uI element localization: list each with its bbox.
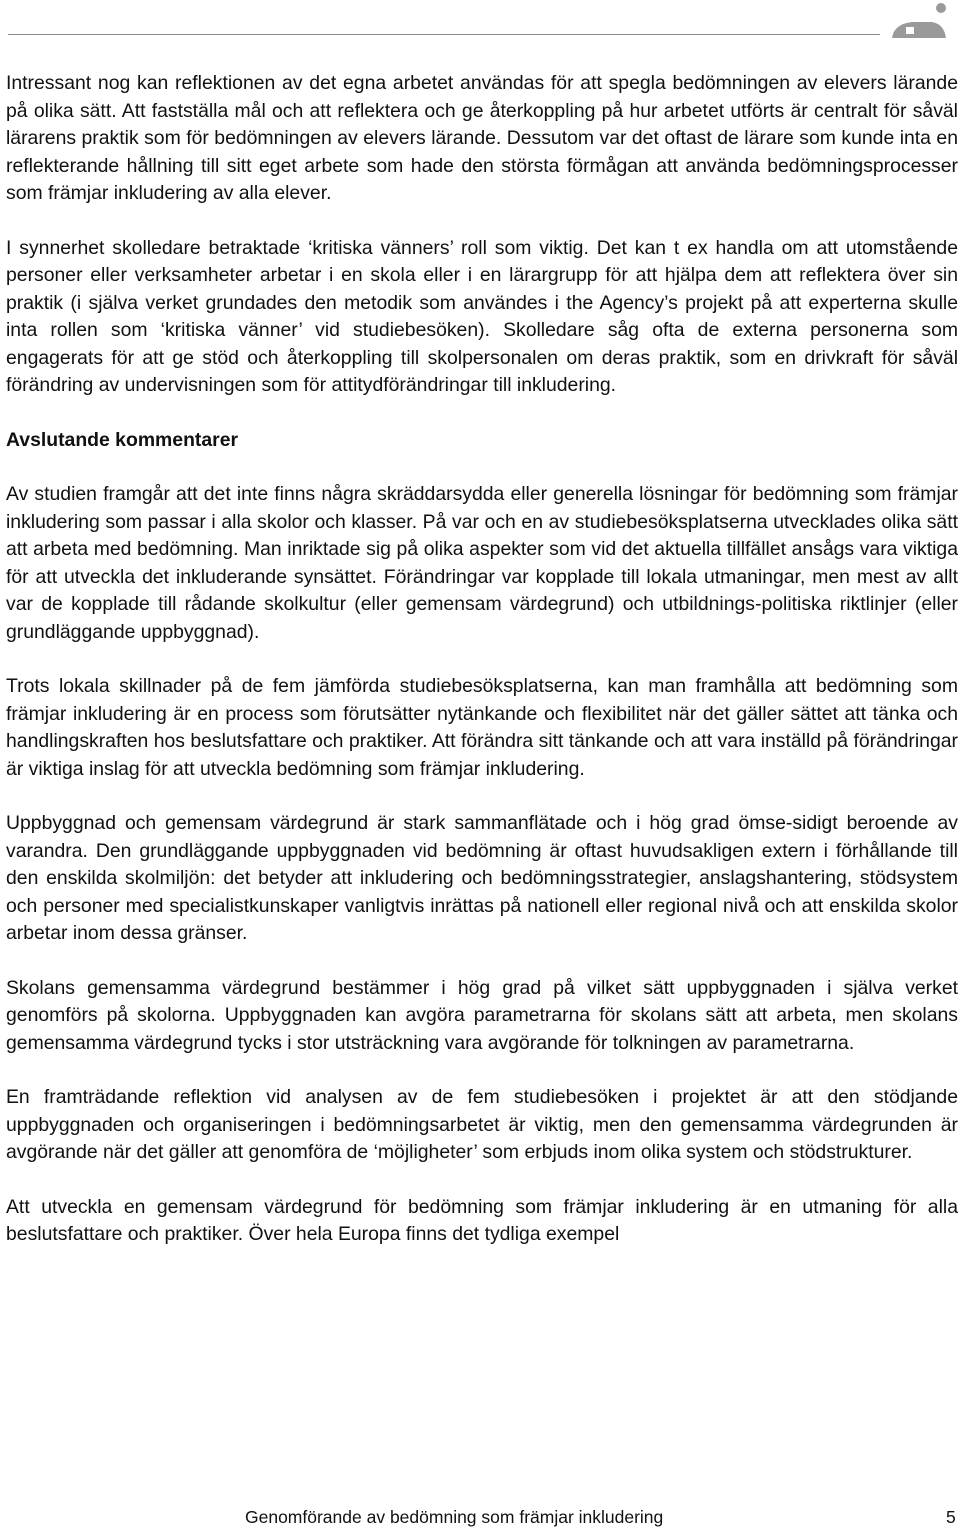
- agency-logo-icon: [886, 2, 952, 38]
- section-paragraph-1: Av studien framgår att det inte finns några skräddarsydda eller generella lösningar för bedömning som främjar inkludering som passar i alla skolor och klasser. På var och en av studiebesöksplatserna utvecklades olika sätt att arbeta med bedömning. Man inriktade sig på olika aspekter som vid det aktuella tillfället ansågs vara viktiga för att utveckla det inkluderande synsättet. Förändringar var kopplade till lokala utmaningar, men mest av allt var de kopplade till rådande skolkultur (eller gemensam värdegrund) och utbildnings-politiska riktlinjer (eller grundläggande uppbyggnad).: [6, 483, 958, 643]
- footer-title: Genomförande av bedömning som främjar inkludering: [245, 1507, 664, 1527]
- section-paragraph-2: Trots lokala skillnader på de fem jämförda studiebesöksplatserna, kan man framhålla att bedömning som främjar inkludering är en process som förutsätter nytänkande och flexibilitet när det gäller sättet att tänka och handlingskraften hos beslutsfattare och praktiker. Att förändra sitt tänkande och att vara inställd på förändringar är viktiga inslag för att utveckla bedömning som främjar inkludering.: [6, 675, 958, 780]
- section-paragraph-3: Uppbyggnad och gemensam värdegrund är stark sammanflätade och i hög grad ömse-sidigt beroende av varandra. Den grundläggande uppbyggnaden vid bedömning är oftast huvudsakligen extern i förhållande till den enskilda skolmiljön: det betyder att inkludering och bedömningsstrategier, anslagshantering, stödsystem och personer med specialistkunskaper vanligtvis inrättas på nationell eller regional nivå och att enskilda skolor arbetar inom dessa gränser.: [6, 812, 958, 944]
- page-number: 5: [946, 1507, 956, 1527]
- section-paragraph-5: En framträdande reflektion vid analysen av de fem studiebesöken i projektet är att den stödjande uppbyggnaden och organiseringen i bedömningsarbetet är viktig, men den gemensamma värdegrunden är avgörande när det gäller att genomföra de ‘möjligheter’ som erbjuds inom olika system och stödstrukturer.: [6, 1086, 958, 1163]
- header-rule: [8, 34, 880, 35]
- paragraph-2: I synnerhet skolledare betraktade ‘kritiska vänners’ roll som viktig. Det kan t ex handla om att utomstående personer eller verksamheter arbetar i en skola eller i en lärargrupp för att hjälpa dem att reflektera över sin praktik (i själva verket grundades den metodik som användes i the Agency’s projekt på att experterna skulle inta rollen som ‘kritiska vänner’ vid studiebesöken). Skolledare såg ofta de externa personerna som engagerats för att ge stöd och återkoppling till skolpersonalen om deras praktik, som en drivkraft för såväl förändring av undervisningen som för attitydförändringar till inkludering.: [6, 236, 958, 396]
- page-footer: [0, 1504, 960, 1530]
- section-heading: Avslutande kommentarer: [6, 428, 239, 451]
- document-body: [6, 70, 958, 1276]
- section-paragraph-6: Att utveckla en gemensam värdegrund för bedömning som främjar inkludering är en utmaning för alla beslutsfattare och praktiker. Över hela Europa finns det tydliga exempel: [6, 1195, 958, 1245]
- section-paragraph-4: Skolans gemensamma värdegrund bestämmer i hög grad på vilket sätt uppbyggnaden i själva verket genomförs på skolorna. Uppbyggnaden kan avgöra parametrarna för skolans sätt att arbeta, men skolans gemensamma värdegrund tycks i stor utsträckning vara avgörande för tolkningen av parametrarna.: [6, 976, 958, 1054]
- paragraph-1: Intressant nog kan reflektionen av det egna arbetet användas för att spegla bedömningen av elevers lärande på olika sätt. Att fastställa mål och att reflektera och ge återkoppling på hur arbetet utförts är centralt för såväl lärarens praktik som för bedömningen av elevers lärande. Dessutom var det oftast de lärare som kunde inta en reflekterande hållning till sitt eget arbete som hade den största förmågan att använda bedömningsprocesser som främjar inkludering av alla elever.: [6, 72, 958, 204]
